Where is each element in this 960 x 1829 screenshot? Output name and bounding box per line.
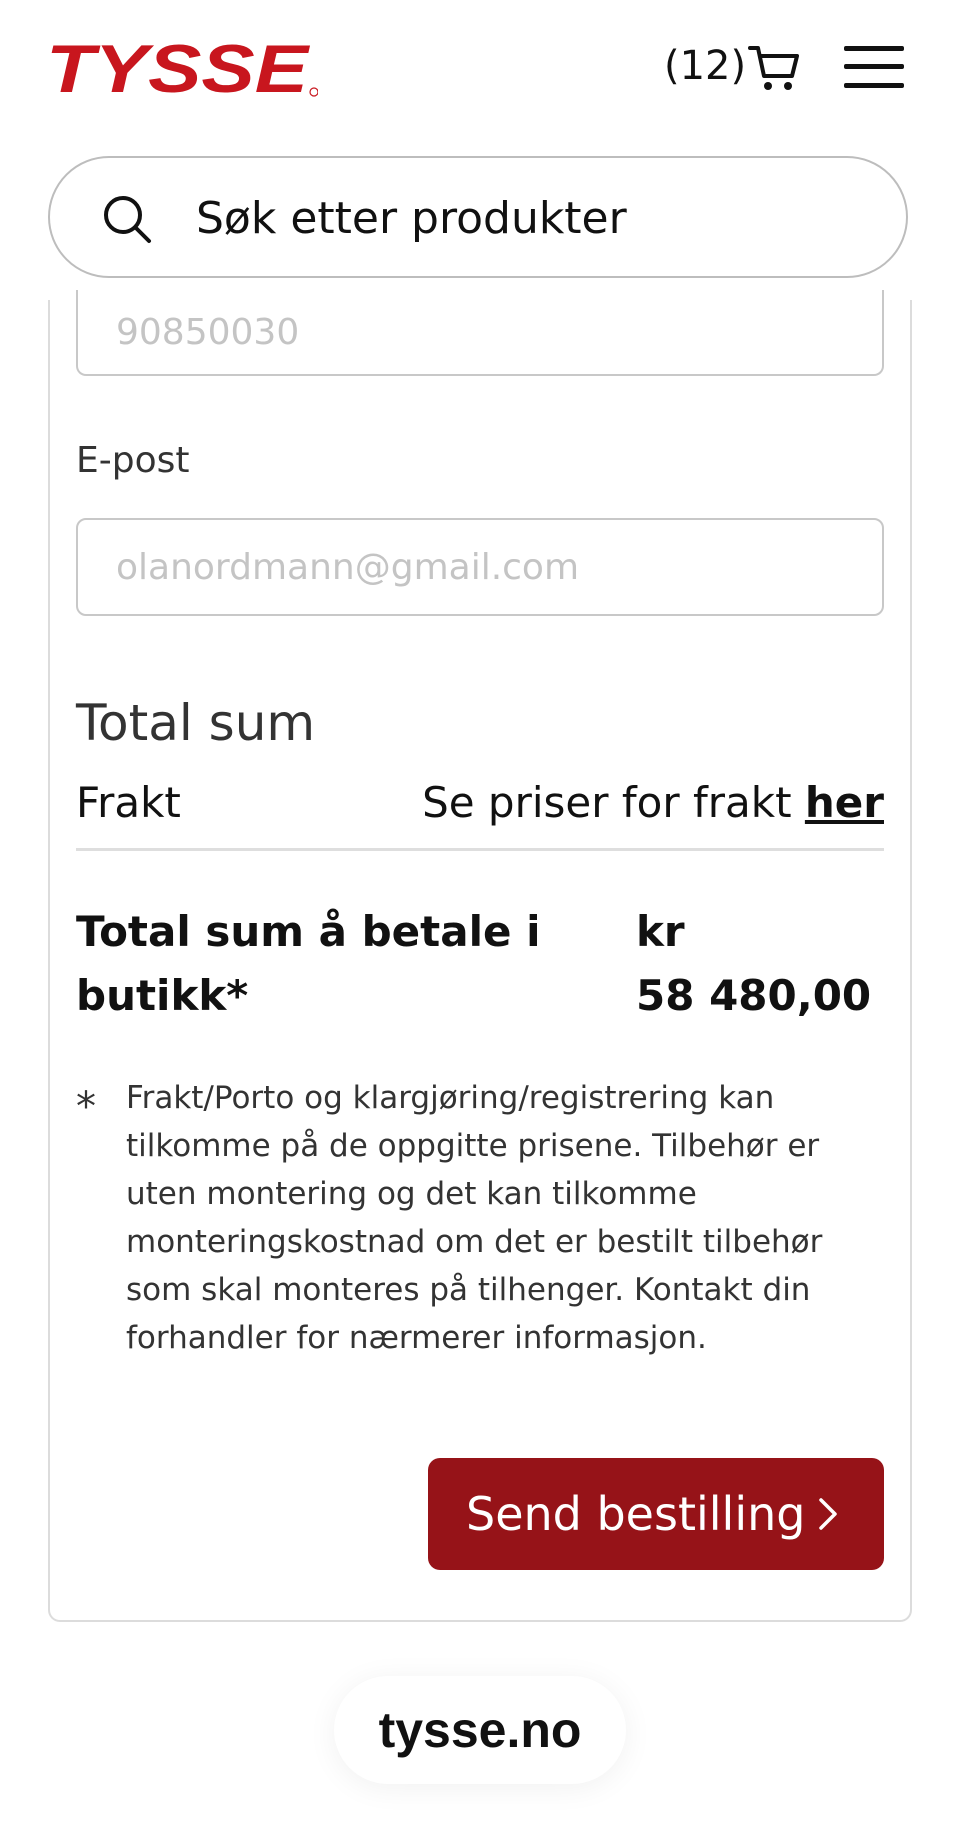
send-order-button[interactable] xyxy=(428,1458,884,1570)
total-amount: 58 480,00 xyxy=(636,971,872,1020)
footnote-asterisk: * xyxy=(76,1084,96,1130)
cart-count[interactable]: (12) xyxy=(664,43,747,89)
email-label: E-post xyxy=(76,440,190,481)
shipping-label: Frakt xyxy=(76,778,181,827)
hamburger-menu-icon[interactable] xyxy=(844,44,904,90)
search-input[interactable] xyxy=(196,186,856,250)
email-field[interactable] xyxy=(76,518,884,616)
total-value xyxy=(636,900,886,1028)
tysse-logo[interactable] xyxy=(46,36,318,100)
chevron-right-icon xyxy=(816,1496,840,1532)
shipping-info-text: Se priser for frakt xyxy=(422,778,805,827)
total-label: Total sum å betale i butikk* xyxy=(76,907,541,1020)
footnote-text: Frakt/Porto og klargjøring/registrering kan tilkomme på de oppgitte prisene. Tilbehør er uten montering og det kan tilkomme monteringskostnad om det er bestilt tilbehør som skal monteres på tilhenger. Kontakt din forhandler for nærmerer informasjon. xyxy=(126,1080,823,1356)
logo-text: TYSSE xyxy=(46,36,312,100)
shipping-info xyxy=(422,778,884,827)
send-order-label: Send bestilling xyxy=(466,1487,806,1541)
phone-field[interactable] xyxy=(76,290,884,376)
browser-domain-pill[interactable]: tysse.no xyxy=(334,1676,626,1784)
cart-icon[interactable] xyxy=(748,42,800,94)
total-heading: Total sum xyxy=(76,694,316,752)
divider xyxy=(76,848,884,851)
search-bar[interactable] xyxy=(48,156,908,278)
shipping-row xyxy=(76,778,884,834)
total-currency: kr xyxy=(636,907,685,956)
search-icon xyxy=(102,194,152,244)
header xyxy=(0,0,960,150)
shipping-prices-link[interactable]: her xyxy=(804,778,884,827)
